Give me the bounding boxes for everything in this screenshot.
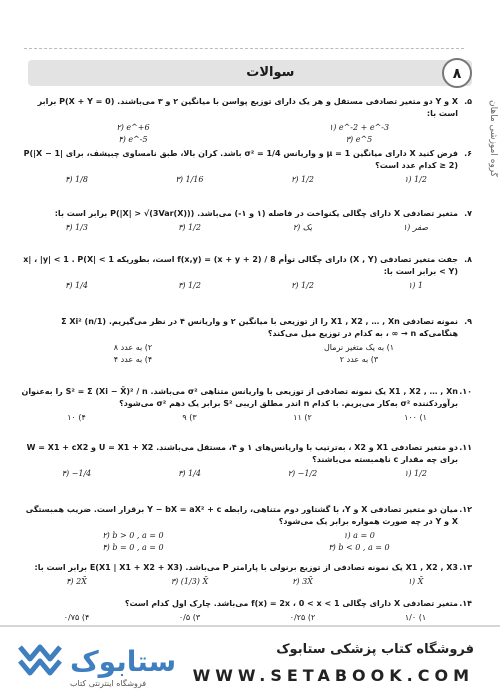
option-4[interactable]: ۴) به عدد ۴: [113, 355, 153, 364]
option-4[interactable]: ۴) −1/4: [61, 469, 92, 478]
question-number: ۹.: [464, 317, 472, 326]
question-9: [20, 316, 472, 366]
option-3[interactable]: ۳) e^5: [345, 135, 373, 144]
question-10: [20, 386, 472, 424]
section-title: سوالات: [246, 65, 295, 80]
question-number: ۶.: [464, 149, 472, 158]
question-number: ۱۴.: [459, 599, 472, 608]
option-1[interactable]: ۱) X̄: [407, 577, 424, 586]
question-text: فرض کنید X دارای میانگین μ = 1 و واریانس σ² = 1/4 باشد. کران بالا، طبق نامساوی چبیشف، برای P(|X − 1| ≥ 2) کدام عدد است؟: [23, 149, 458, 170]
option-4[interactable]: ۴) ۰/۷۵: [63, 613, 90, 622]
setabook-logo[interactable]: [18, 637, 183, 689]
option-3[interactable]: ۳) 1/2: [178, 223, 201, 232]
question-number: ۱۳.: [459, 563, 472, 572]
question-5: [20, 96, 472, 146]
footer-banner: [0, 625, 500, 700]
option-4[interactable]: ۴) ۱۰: [67, 413, 86, 422]
option-4[interactable]: ۴) b = 0 , a = 0: [102, 543, 164, 552]
question-number: ۷.: [464, 209, 472, 218]
question-text: دو متغیر تصادفی X1 و X2 ، به‌ترتیب با واریانس‌های ۱ و ۴، مستقل می‌باشند. U = X1 + X2 و W = X1 + cX2 برای چه مقدار c ناهمبسته می‌باشند؟: [26, 443, 458, 464]
logo-subtext: فروشگاه اینترنتی کتاب: [70, 679, 147, 688]
option-2[interactable]: ۲) یک: [292, 223, 313, 232]
option-3[interactable]: ۳) 1/4: [178, 469, 201, 478]
option-2[interactable]: ۲) e^+6: [116, 123, 150, 132]
question-text: جفت متغیر تصادفی (X , Y) دارای چگالی توأم f(x,y) = (x + y + 2) / 8 است، بطوریکه 1 > |x| ، |y| < 1 . P(X < Y) برابر است با:: [23, 255, 458, 276]
side-label: گروه آموزشی ماهان: [488, 100, 498, 178]
logo-wordmark: ستابوک: [70, 645, 177, 678]
question-number: ۱۱.: [459, 443, 472, 452]
footer-divider: [0, 625, 500, 627]
option-1[interactable]: ۱) صفر: [402, 223, 429, 232]
page-number: ۸: [442, 58, 472, 88]
option-1[interactable]: ۱) ۱/۰: [404, 613, 427, 622]
shop-name: فروشگاه کتاب پزشکی ستابوک: [276, 642, 474, 657]
option-4[interactable]: ۴) e^-5: [118, 135, 148, 144]
option-1[interactable]: ۱) a = 0: [343, 531, 375, 540]
question-6: [20, 148, 472, 186]
option-2[interactable]: ۲) ۱۱: [293, 413, 312, 422]
question-text: X1 , X2 , … , Xn یک نمونه تصادفی از توزیعی با واریانس متناهی σ² می‌باشد. S² = Σ (Xi − X̄)² / n را به‌عنوان برآوردکننده σ² به‌کار می‌بریم. با کدام n اندر مطلق اریبی S² برابر یک دهم σ² می‌شود؟: [21, 387, 458, 408]
option-3[interactable]: ۳) b < 0 , a = 0: [328, 543, 390, 552]
option-2[interactable]: ۲) 3X̄: [292, 577, 313, 586]
option-3[interactable]: ۳) 1/2: [178, 281, 201, 290]
question-12: [20, 504, 472, 554]
option-4[interactable]: ۴) 1/4: [65, 281, 88, 290]
option-3[interactable]: ۳) ۹: [182, 413, 197, 422]
option-2[interactable]: ۲) به عدد ۸: [113, 343, 153, 352]
top-rule: [24, 48, 464, 49]
question-text: متغیر تصادفی X دارای چگالی f(x) = 2x ، 0 < x < 1 می‌باشد. چارک اول کدام است؟: [124, 599, 458, 608]
option-1[interactable]: ۱) ۱۰۰: [404, 413, 427, 422]
option-4[interactable]: ۴) 1/3: [65, 223, 88, 232]
question-number: ۸.: [464, 255, 472, 264]
option-3[interactable]: ۳) به عدد ۲: [339, 355, 379, 364]
option-4[interactable]: ۴) 2X̄: [66, 577, 87, 586]
option-3[interactable]: ۳) 1/16: [175, 175, 204, 184]
option-1[interactable]: ۱) 1/2: [404, 175, 427, 184]
option-1[interactable]: ۱) 1: [407, 281, 424, 290]
question-8: [20, 254, 472, 292]
question-13: [20, 562, 472, 588]
question-number: ۱۰.: [459, 387, 472, 396]
option-2[interactable]: ۲) 1/2: [291, 281, 314, 290]
option-4[interactable]: ۴) 1/8: [65, 175, 88, 184]
option-3[interactable]: ۳) (1/3) X̄: [170, 577, 209, 586]
option-2[interactable]: ۲) ۰/۲۵: [289, 613, 316, 622]
question-number: ۱۲.: [459, 505, 472, 514]
question-text: متغیر تصادفی X دارای چگالی یکنواخت در فاصله (۱ و ۱-) می‌باشد. P(|X| > √(3Var(X))) برابر است با:: [54, 209, 458, 218]
question-14: [20, 598, 472, 624]
option-2[interactable]: ۲) −1/2: [287, 469, 318, 478]
page-header: [28, 60, 472, 86]
question-7: [20, 208, 472, 234]
question-text: X1 , X2 , X3 یک نمونه تصادفی از توزیع برنولی با پارامتر P می‌باشد. E(X1 | X1 + X2 + X3) برابر است با:: [34, 563, 458, 572]
option-3[interactable]: ۳) ۰/۵: [178, 613, 201, 622]
shop-url-link[interactable]: WWW.SETABOOK.COM: [192, 666, 474, 685]
option-1[interactable]: ۱) به یک متغیر نرمال: [323, 343, 395, 352]
question-number: ۵.: [464, 97, 472, 106]
question-text: نمونه تصادفی X1 , X2 , … , Xn را از توزیعی با میانگین ۲ و واریانس ۴ در نظر می‌گیریم. (1/n) Σ Xi² هنگامی‌که n → ∞ ، به کدام در توزیع میل می‌کند؟: [61, 317, 458, 338]
question-11: [20, 442, 472, 480]
option-1[interactable]: ۱) 1/2: [404, 469, 427, 478]
question-text: میان دو متغیر تصادفی X و Y، با گشتاور دوم متناهی، رابطه Y − bX = aX² + c برقرار است. ضریب همبستگی X و Y در چه صورت همواره برابر یک می‌شود؟: [25, 505, 458, 526]
question-text: X و Y دو متغیر تصادفی مستقل و هر یک دارای توزیع پواسن با میانگین ۲ و ۳ می‌باشند. P(X + Y = 0) برابر است با:: [37, 97, 458, 118]
option-2[interactable]: ۲) 1/2: [291, 175, 314, 184]
option-1[interactable]: ۱) e^-2 + e^-3: [328, 123, 390, 132]
option-2[interactable]: ۲) b > 0 , a = 0: [102, 531, 164, 540]
